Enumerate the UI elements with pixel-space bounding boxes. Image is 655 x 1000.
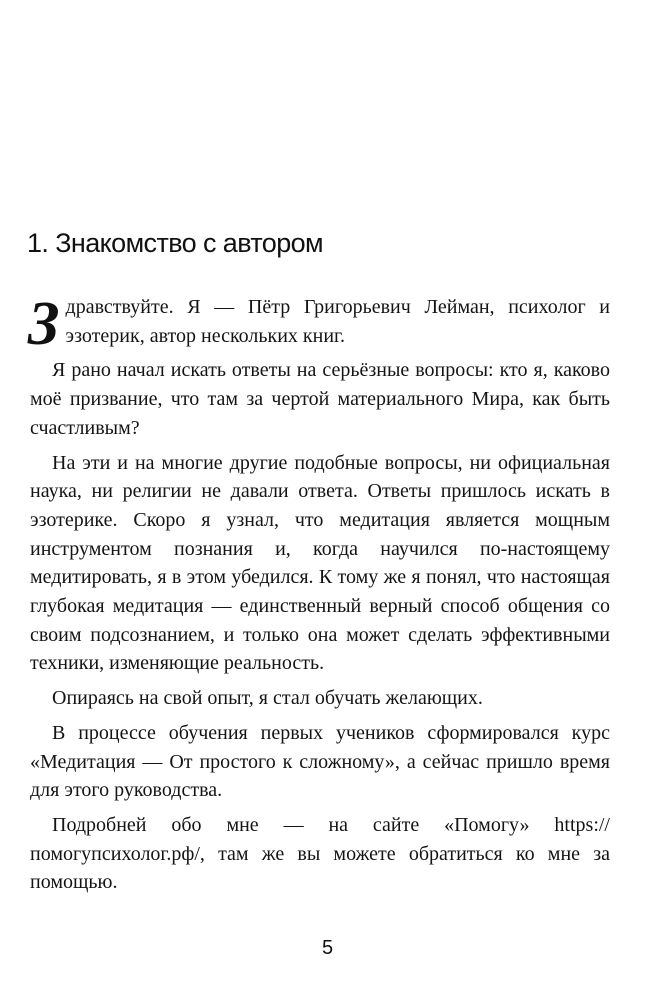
- lead-paragraph-text: дравствуйте. Я — Пётр Григорьевич Лейман, психолог и эзотерик, автор нескольких книг.: [65, 296, 610, 347]
- body-paragraph-4: В процессе обучения первых учеников сформировался курс «Медитация — От простого к сложному», а сейчас пришло время для этого руководства.: [30, 721, 610, 802]
- chapter-body: [28, 290, 610, 903]
- body-paragraph-2: На эти и на многие другие подобные вопросы, ни официальная наука, ни религии не давали ответа. Ответы пришлось искать в эзотерике. Скоро я узнал, что медитация является мощным инструментом познания и, когда научился по-настоящему медитировать, я в этом убедился. К тому же я понял, что настоящая глубокая медитация — единственный верный способ общения со своим подсознанием, и только она может сделать эффективными техники, изменяющие реальность.: [30, 451, 610, 675]
- body-paragraph-5: Подробней обо мне — на сайте «Помогу» https://помогупсихолог.рф/, там же вы можете обратиться ко мне за помощью.: [30, 813, 610, 894]
- drop-cap-letter: З: [28, 290, 60, 358]
- chapter-title: 1. Знакомство с автором: [27, 228, 324, 258]
- lead-paragraph: [28, 290, 610, 358]
- body-paragraph-3: Опираясь на свой опыт, я стал обучать желающих.: [52, 687, 483, 710]
- page-number: 5: [321, 937, 334, 959]
- body-paragraph-1: Я рано начал искать ответы на серьёзные вопросы: кто я, каково моё призвание, что там за чертой материального Мира, как быть счастливым?: [30, 359, 610, 439]
